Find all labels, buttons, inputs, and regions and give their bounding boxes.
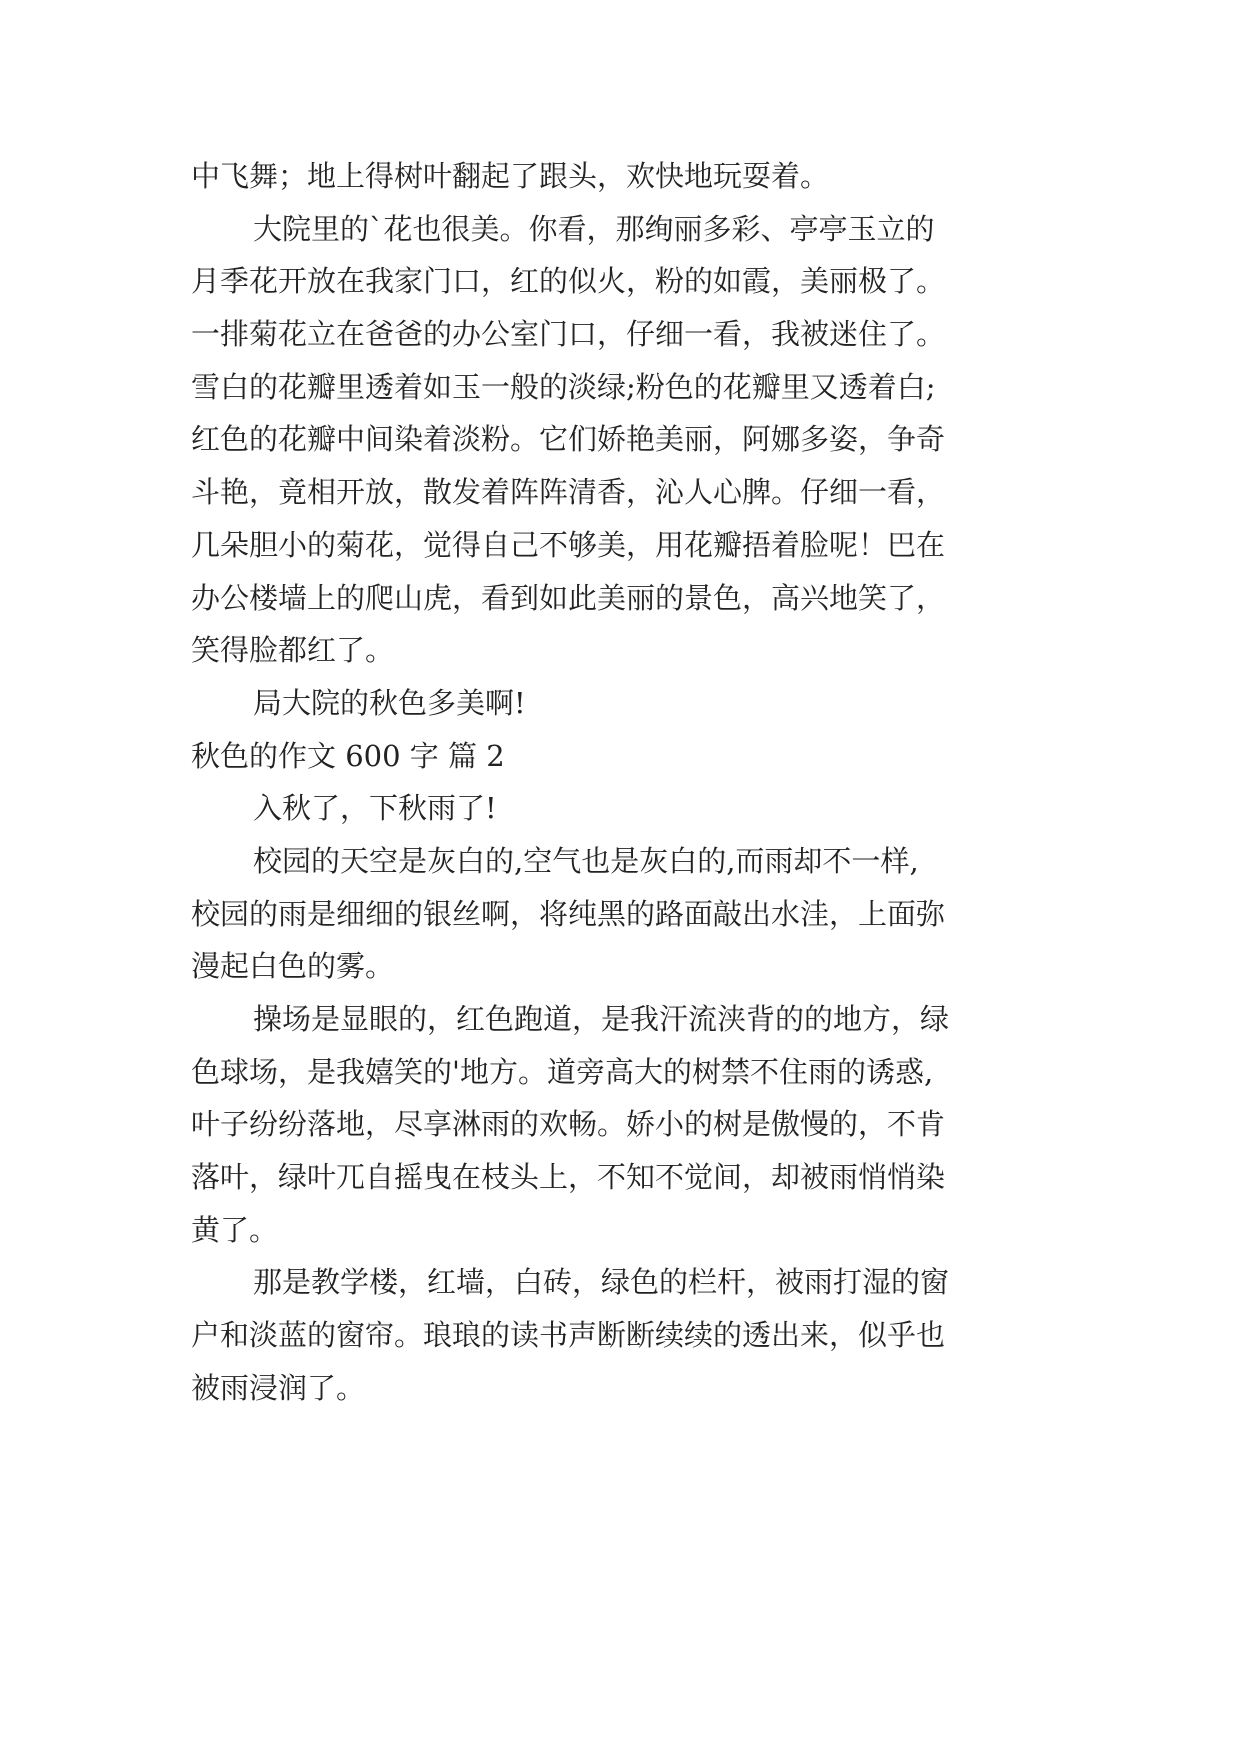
paragraph-line: 红色的花瓣中间染着淡粉。它们娇艳美丽，阿娜多姿，争奇	[191, 422, 946, 457]
paragraph-line: 漫起白色的雾。	[191, 949, 395, 984]
paragraph-line: 那是教学楼，红墙，白砖，绿色的栏杆，被雨打湿的窗	[253, 1265, 950, 1300]
paragraph-line: 落叶，绿叶兀自摇曳在枝头上，不知不觉间，却被雨悄悄染	[191, 1160, 946, 1195]
paragraph-line: 黄了。	[191, 1212, 279, 1247]
paragraph-line: 笑得脸都红了。	[191, 633, 395, 668]
paragraph-line: 操场是显眼的，红色跑道，是我汗流浃背的的地方，绿	[253, 1002, 950, 1036]
paragraph-line: 一排菊花立在爸爸的办公室门口，仔细一看，我被迷住了。	[191, 317, 946, 352]
paragraph-line: 月季花开放在我家门口，红的似火，粉的如霞，美丽极了。	[191, 264, 946, 299]
paragraph-line: 户和淡蓝的窗帘。琅琅的读书声断断续续的透出来，似乎也	[191, 1318, 946, 1353]
paragraph-line: 大院里的`花也很美。你看，那绚丽多彩、亭亭玉立的	[253, 211, 935, 246]
paragraph-line: 中飞舞；地上得树叶翻起了跟头，欢快地玩耍着。	[191, 159, 830, 193]
section-heading: 秋色的作文 600 字 篇 2	[191, 738, 505, 773]
paragraph-line: 几朵胆小的菊花，觉得自己不够美，用花瓣捂着脸呢！巴在	[191, 527, 946, 562]
paragraph-line: 校园的天空是灰白的,空气也是灰白的,而雨却不一样,	[253, 843, 919, 878]
paragraph-line: 叶子纷纷落地，尽享淋雨的欢畅。娇小的树是傲慢的，不肯	[191, 1107, 946, 1142]
paragraph-line: 被雨浸润了。	[191, 1370, 366, 1405]
paragraph-line: 雪白的花瓣里透着如玉一般的淡绿;粉色的花瓣里又透着白;	[191, 369, 936, 404]
paragraph-line: 局大院的秋色多美啊!	[253, 685, 526, 720]
paragraph-line: 色球场，是我嬉笑的'地方。道旁高大的树禁不住雨的诱惑,	[191, 1054, 934, 1089]
paragraph-line: 校园的雨是细细的银丝啊，将纯黑的路面敲出水洼，上面弥	[191, 896, 946, 931]
essay-body	[191, 150, 1071, 1415]
paragraph-line: 斗艳，竟相开放，散发着阵阵清香，沁人心脾。仔细一看，	[191, 475, 946, 510]
paragraph-line: 办公楼墙上的爬山虎，看到如此美丽的景色，高兴地笑了，	[191, 580, 946, 615]
paragraph-line: 入秋了，下秋雨了!	[253, 791, 497, 826]
